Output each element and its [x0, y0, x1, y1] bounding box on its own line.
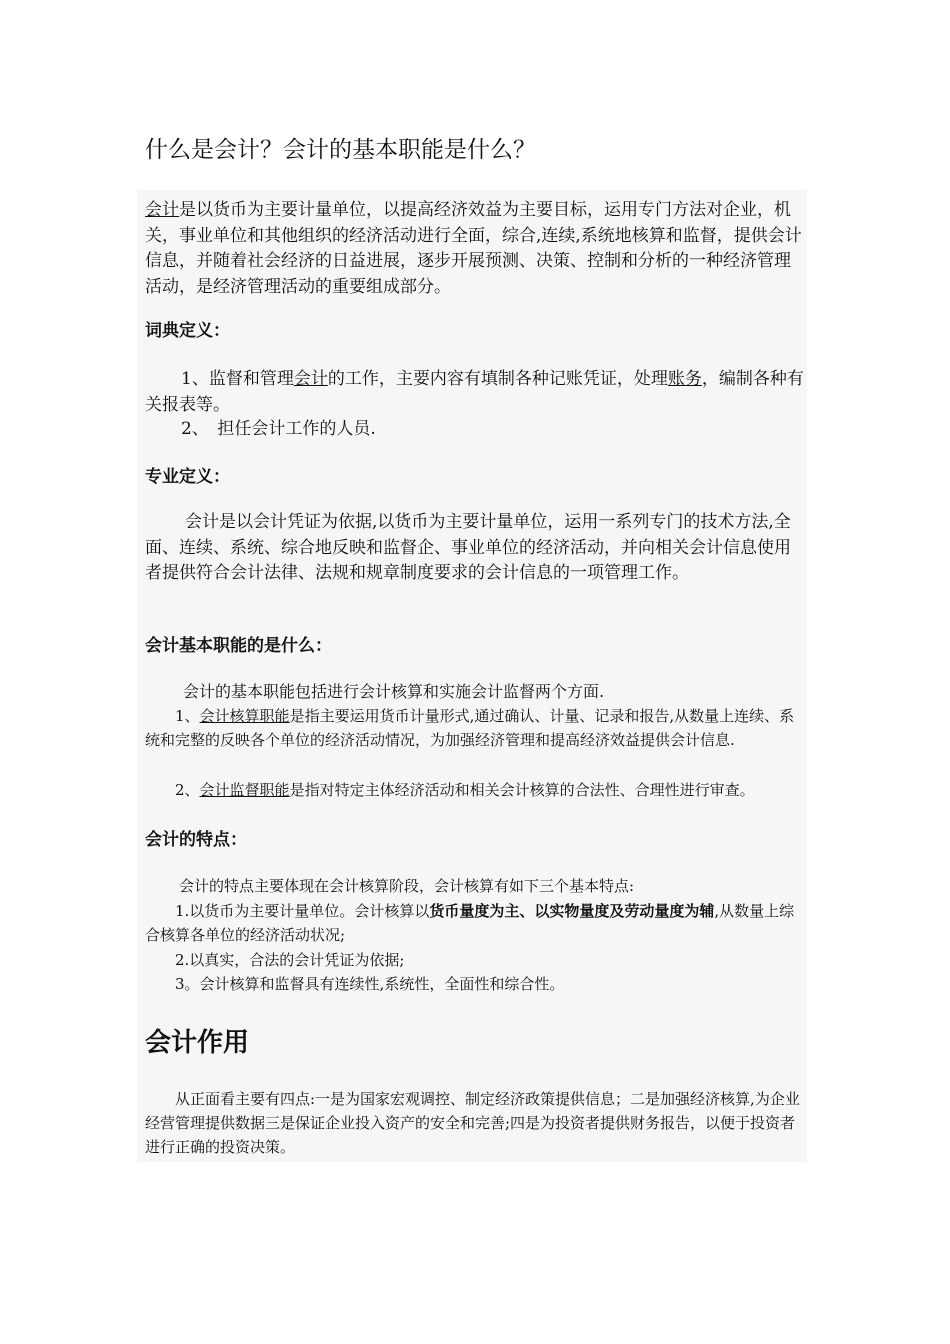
dict-heading: 词典定义： — [145, 321, 230, 341]
role-heading: 会计作用 — [145, 1028, 250, 1058]
page-title: 什么是会计？会计的基本职能是什么？ — [145, 137, 536, 163]
accounting-link[interactable]: 会计 — [293, 369, 328, 389]
feat-item-2: 2.以真实，合法的会计凭证为依据; — [175, 951, 405, 969]
accounting-link[interactable]: 会计 — [145, 200, 179, 220]
func-item-1-number: 1、 — [175, 707, 200, 725]
accounting-supervise-link[interactable]: 会计监督职能 — [199, 781, 290, 799]
func-item-1 — [145, 704, 807, 752]
prof-heading: 专业定义： — [145, 467, 230, 487]
intro-paragraph — [145, 198, 807, 300]
prof-paragraph: 会计是以会计凭证为依据,以货币为主要计量单位，运用一系列专门的技术方法,全面、连续、系统、综合地反映和监督企、事业单位的经济活动，并向相关会计信息使用者提供符合会计法律、法规和规章制度要求的会计信息的一项管理工作。 — [145, 512, 791, 583]
feat-item-1-bold: 货币量度为主、以实物量度及劳动量度为辅 — [429, 902, 715, 920]
intro-text: 是以货币为主要计量单位，以提高经济效益为主要目标，运用专门方法对企业，机关，事业单位和其他组织的经济活动进行全面，综合,连续,系统地核算和监督，提供会计信息，并随着社会经济的日益进展，逐步开展预测、决策、控制和分析的一种经济管理活动，是经济管理活动的重要组成部分。 — [145, 200, 802, 297]
feat-item-1-text: ,从数量上综合核算各单位的经济活动状况; — [145, 902, 795, 944]
article-body — [137, 190, 807, 1162]
role-paragraph: 从正面看主要有四点:一是为国家宏观调控、制定经济政策提供信息；二是加强经济核算,为企业经营管理提供数据三是保证企业投入资产的安全和完善;四是为投资者提供财务报告，以便于投资者进行正确的投资决策。 — [145, 1090, 800, 1156]
dict-item-1-text: 的工作，主要内容有填制各种记账凭证，处理 — [327, 369, 668, 389]
dict-item-1-text: 1、监督和管理 — [181, 369, 294, 389]
func-item-1-text: 是指主要运用货币计量形式,通过确认、计量、记录和报告,从数量上连续、系统和完整的反映各个单位的经济活动情况，为加强经济管理和提高经济效益提供会计信息. — [145, 707, 795, 749]
dict-item-1 — [145, 367, 807, 418]
func-item-2-text: 是指对特定主体经济活动和相关会计核算的合法性、合理性进行审查。 — [289, 781, 755, 799]
feat-item-1 — [145, 899, 807, 947]
feat-heading: 会计的特点： — [145, 830, 247, 850]
accounting-calc-link[interactable]: 会计核算职能 — [199, 707, 290, 725]
dict-item-2: 2、 担任会计工作的人员. — [181, 419, 376, 439]
feat-item-3: 3。会计核算和监督具有连续性,系统性，全面性和综合性。 — [175, 975, 565, 993]
feat-intro: 会计的特点主要体现在会计核算阶段，会计核算有如下三个基本特点: — [179, 877, 635, 895]
func-heading: 会计基本职能的是什么： — [145, 636, 332, 656]
dict-item-1-text: ，编制各种有关报表等。 — [145, 369, 804, 415]
ledger-link[interactable]: 账务 — [667, 369, 702, 389]
func-intro: 会计的基本职能包括进行会计核算和实施会计监督两个方面. — [183, 682, 605, 701]
func-item-2-number: 2、 — [175, 781, 200, 799]
feat-item-1-text: 1.以货币为主要计量单位。会计核算以 — [175, 902, 430, 920]
func-item-2 — [145, 778, 825, 802]
